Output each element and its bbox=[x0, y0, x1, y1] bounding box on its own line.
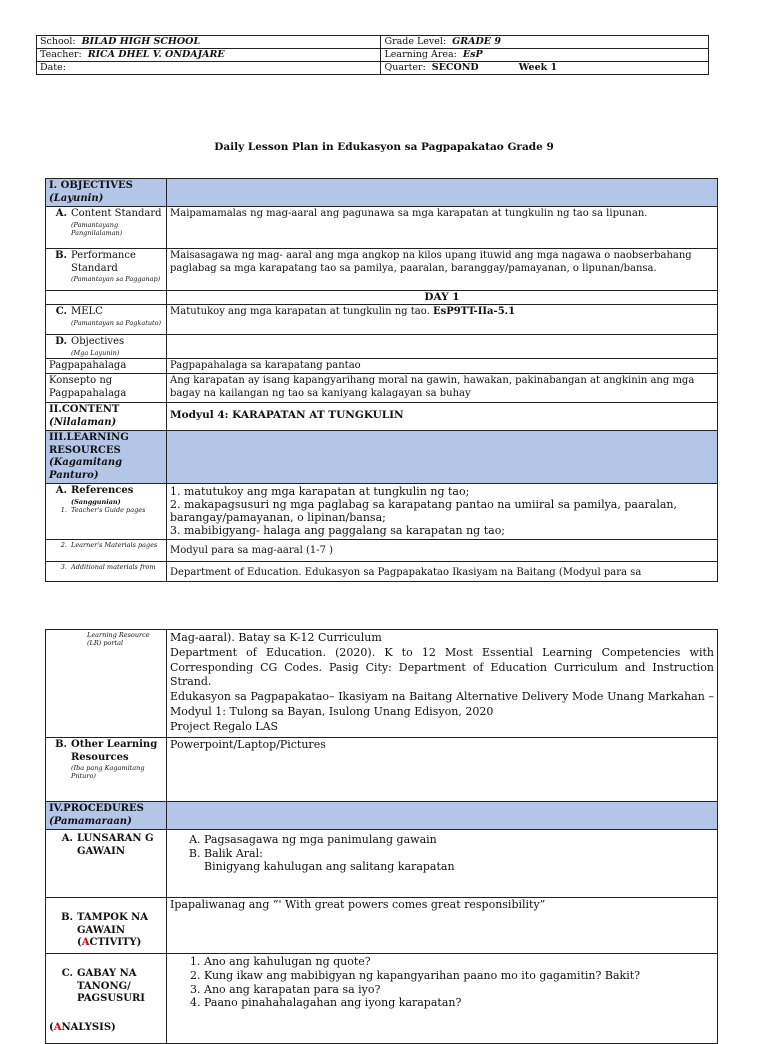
konsepto-text: Ang karapatan ay isang kapangyarihang moral na gawin, hawakan, pakinabangan at angkinin ang mga bagay na kailangan ng tao sa kaniyang kalagayan sa buhay bbox=[167, 374, 718, 403]
school-name: BILAD HIGH SCHOOL bbox=[81, 36, 201, 47]
school-cell: School: BILAD HIGH SCHOOL bbox=[37, 36, 381, 49]
objectives-header: I. OBJECTIVES (Layunin) bbox=[46, 179, 167, 207]
content-standard-text: Maipamamalas ng mag-aaral ang pagunawa sa mga karapatan at tungkulin ng tao sa lipunan. bbox=[167, 207, 718, 249]
resources-header: III.LEARNING RESOURCES (Kagamitang Panturo) bbox=[46, 431, 167, 484]
day-label: DAY 1 bbox=[167, 291, 718, 305]
tampok-text: Ipapaliwanag ang “' With great powers comes great responsibility” bbox=[167, 898, 718, 954]
grade-level: GRADE 9 bbox=[452, 36, 501, 47]
pagpapahalaga-text: Pagpapahalaga sa karapatang pantao bbox=[167, 358, 718, 374]
content-text: Modyul 4: KARAPATAN AT TUNGKULIN bbox=[167, 403, 718, 431]
tampok-label: B. TAMPOK NA GAWAIN (ACTIVITY) bbox=[46, 898, 167, 954]
other-resources-text: Powerpoint/Laptop/Pictures bbox=[167, 738, 718, 802]
procedures-header: IV.PROCEDURES (Pamamaraan) bbox=[46, 802, 167, 830]
konsepto-label: Konsepto ng Pagpapahalaga bbox=[46, 374, 167, 403]
learners-materials-label: 2. Learner's Materials pages bbox=[46, 540, 167, 562]
objectives-label: D. Objectives (Mga Layunin) bbox=[46, 335, 167, 359]
week: Week 1 bbox=[518, 62, 558, 73]
performance-standard-label: B. Performance Standard (Pamantayan sa Pagganap) bbox=[46, 249, 167, 291]
lesson-plan-table-1 bbox=[45, 178, 718, 582]
additional-materials-text: Department of Education. Edukasyon sa Pagpapakatao Ikasiyam na Baitang (Modyul para sa bbox=[167, 562, 718, 582]
content-header: II.CONTENT (Nilalaman) bbox=[46, 403, 167, 431]
other-resources-label: B. Other Learning Resources (Iba pang Kagamitang Pnturo) bbox=[46, 738, 167, 802]
lesson-plan-table-2 bbox=[45, 629, 718, 1044]
grade-cell: Grade Level: GRADE 9 bbox=[381, 36, 709, 49]
quarter: SECOND bbox=[431, 62, 479, 73]
additional-materials-label: 3. Additional materials from bbox=[46, 562, 167, 582]
pagpapahalaga-label: Pagpapahalaga bbox=[46, 358, 167, 374]
teacher-cell: Teacher: RICA DHEL V. ONDAJARE bbox=[37, 49, 381, 62]
lr-portal-label: Learning Resource (LR) portal bbox=[46, 630, 167, 738]
content-standard-label: A. Content Standard (Pamantayang Pangnilalaman) bbox=[46, 207, 167, 249]
melc-text: Matutukoy ang mga karapatan at tungkulin ng tao. EsP9TT-IIa-5.1 bbox=[167, 305, 718, 335]
reference-item: 1. matutukoy ang mga karapatan at tungkulin ng tao; bbox=[170, 485, 470, 498]
lunsaran-content: A. Pagsasagawa ng mga panimulang gawain B. Balik Aral: Binigyang kahulugan ang salitang karapatan bbox=[167, 830, 718, 898]
list-item: A. Pagsasagawa ng mga panimulang gawain bbox=[204, 833, 714, 847]
learning-area: EsP bbox=[462, 49, 483, 60]
reference-item: 3. mabibigyang- halaga ang paggalang sa karapatan ng tao; bbox=[170, 524, 506, 537]
list-item: 3. Ano ang karapatan para sa iyo? bbox=[204, 983, 714, 997]
page-title: Daily Lesson Plan in Edukasyon sa Pagpapakatao Grade 9 bbox=[214, 141, 554, 153]
gabay-label: C. GABAY NA TANONG/ PAGSUSURI (ANALYSIS) bbox=[46, 954, 167, 1044]
lunsaran-label: A. LUNSARAN G GAWAIN bbox=[46, 830, 167, 898]
list-item: 4. Paano pinahahalagahan ang iyong karapatan? bbox=[204, 996, 714, 1010]
lr-portal-text: Mag-aaral). Batay sa K-12 Curriculum Department of Education. (2020). K to 12 Most Essential Learning Competencies with Corresponding CG Codes. Pasig City: Department of Education Curriculum and Instruction Strand. Edukasyon sa Pagpapakatao– Ikasiyam na Baitang Alternative Delivery Mode Unang Markahan – Modyul 1: Tulong sa Bayan, Isulong Unang Edisyon, 2020 Project Regalo LAS bbox=[167, 630, 718, 738]
melc-label: C. MELC (Pamantayan sa Pagkatuto) bbox=[46, 305, 167, 335]
references-list bbox=[167, 484, 718, 540]
header-table bbox=[36, 35, 709, 75]
gabay-questions bbox=[167, 954, 718, 1044]
learners-materials-text: Modyul para sa mag-aaral (1-7 ) bbox=[167, 540, 718, 562]
date-cell: Date: bbox=[37, 62, 381, 75]
references-label: A. References (Sanggunian) 1. Teacher's Guide pages bbox=[46, 484, 167, 540]
reference-item: 2. makapagsusuri ng mga paglabag sa karapatang pantao na umiiral sa pamilya, paaralan, barangay/pamayanan, o lipinan/bansa; bbox=[170, 498, 677, 524]
list-item: 2. Kung ikaw ang mabibigyan ng kapangyarihan paano mo ito gagamitin? Bakit? bbox=[204, 969, 714, 983]
melc-code: EsP9TT-IIa-5.1 bbox=[432, 306, 516, 317]
performance-standard-text: Maisasagawa ng mag- aaral ang mga angkop na kilos upang ituwid ang mga nagawa o naobserbahang paglabag sa mga karapatang tao sa pamilya, paaralan, baranggay/pamayanan, o lipunan/bansa. bbox=[167, 249, 718, 291]
quarter-cell: Quarter: SECOND Week 1 bbox=[381, 62, 709, 75]
list-item: 1. Ano ang kahulugan ng quote? bbox=[204, 955, 714, 969]
list-item: B. Balik Aral: bbox=[204, 847, 714, 861]
teacher-name: RICA DHEL V. ONDAJARE bbox=[87, 49, 225, 60]
area-cell: Learning Area: EsP bbox=[381, 49, 709, 62]
